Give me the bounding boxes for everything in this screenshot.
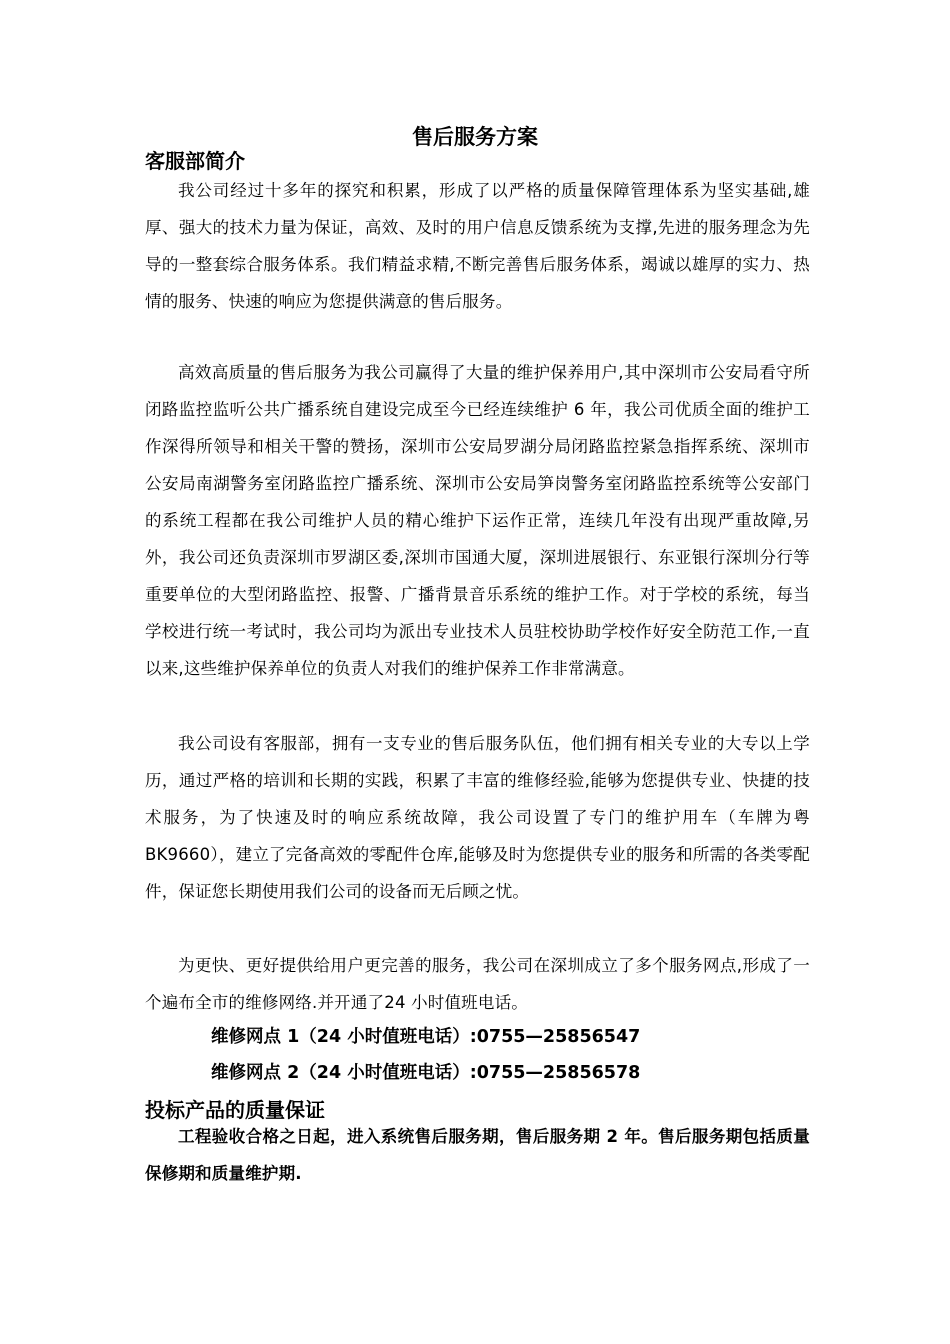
hotline-service-point-1: 维修网点 1（24 小时值班电话）:0755—25856547 xyxy=(211,1027,641,1047)
paragraph-text: 高效高质量的售后服务为我公司赢得了大量的维护保养用户,其中深圳市公安局看守所闭路监控监听公共广播系统自建设完成至今已经连续维护 6 年，我公司优质全面的维护工作深得所领导和相关干警的赞扬，深圳市公安局罗湖分局闭路监控紧急指挥系统、深圳市公安局南湖警务室闭路监控广播系统、深圳市公安局笋岗警务室闭路监控系统等公安部门的系统工程都在我公司维护人员的精心维护下运作正常，连续几年没有出现严重故障,另外，我公司还负责深圳市罗湖区委,深圳市国通大厦，深圳进展银行、东亚银行深圳分行等重要单位的大型闭路监控、报警、广播背景音乐系统的维护工作。对于学校的系统，每当学校进行统一考试时，我公司均为派出专业技术人员驻校协助学校作好安全防范工作,一直以来,这些维护保养单位的负责人对我们的维护保养工作非常满意。 xyxy=(145,363,810,678)
section-heading-customer-service: 客服部简介 xyxy=(145,149,245,173)
paragraph-service-team xyxy=(145,725,810,910)
hotline-service-point-2: 维修网点 2（24 小时值班电话）:0755—25856578 xyxy=(211,1063,641,1083)
paragraph-text: 我公司设有客服部，拥有一支专业的售后服务队伍，他们拥有相关专业的大专以上学历，通过严格的培训和长期的实践，积累了丰富的维修经验,能够为您提供专业、快捷的技术服务，为了快速及时的响应系统故障，我公司设置了专门的维护用车（车牌为粤 BK9660），建立了完备高效的零配件仓库,能够及时为您提供专业的服务和所需的各类零配件，保证您长期使用我们公司的设备而无后顾之忧。 xyxy=(145,734,810,901)
paragraph-warranty-period xyxy=(145,1118,810,1192)
paragraph-service-network xyxy=(145,947,810,1021)
paragraph-maintenance-clients xyxy=(145,354,810,687)
document-title: 售后服务方案 xyxy=(412,125,538,149)
paragraph-text: 为更快、更好提供给用户更完善的服务，我公司在深圳成立了多个服务网点,形成了一个遍布全市的维修网络.并开通了24 小时值班电话。 xyxy=(145,956,810,1012)
paragraph-text: 工程验收合格之日起，进入系统售后服务期，售后服务期 2 年。售后服务期包括质量保修期和质量维护期. xyxy=(145,1127,810,1183)
section-heading-quality-assurance: 投标产品的质量保证 xyxy=(145,1098,325,1122)
paragraph-text: 我公司经过十多年的探究和积累，形成了以严格的质量保障管理体系为坚实基础,雄厚、强大的技术力量为保证，高效、及时的用户信息反馈系统为支撑,先进的服务理念为先导的一整套综合服务体系。我们精益求精,不断完善售后服务体系，竭诚以雄厚的实力、热情的服务、快速的响应为您提供满意的售后服务。 xyxy=(145,181,810,311)
paragraph-company-overview xyxy=(145,172,810,320)
